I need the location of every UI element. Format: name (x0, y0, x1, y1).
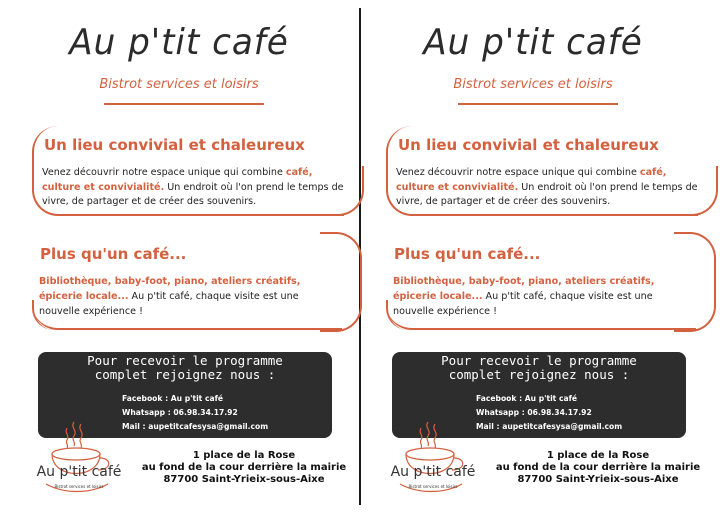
address (478, 450, 718, 486)
section1-text (42, 166, 347, 210)
address-line2: au fond de la cour derrière la mairie (141, 462, 347, 473)
whatsapp-contact: Whatsapp : 06.98.34.17.92 (122, 408, 238, 417)
address-line2: au fond de la cour derrière la mairie (495, 462, 701, 473)
cafe-logo (388, 420, 478, 500)
section1-highlight: café, culture et convivialité. (42, 167, 313, 193)
chalkboard-title-line1: Pour recevoir le programme (87, 353, 283, 368)
logo-name: Au p'tit café (390, 464, 476, 480)
section1-text-b: Un endroit où l'on prend le temps de vivre, de partager et de créer des souvenirs. (396, 181, 698, 207)
chalkboard-title-line2: complet rejoignez nous : (448, 367, 630, 382)
whatsapp-contact: Whatsapp : 06.98.34.17.92 (476, 408, 592, 417)
section1-heading: Un lieu convivial et chaleureux (44, 136, 305, 154)
logo-tagline: Bistrot services et loisirs (54, 484, 104, 489)
address-line1: 1 place de la Rose (192, 450, 296, 461)
chalkboard-title-line2: complet rejoignez nous : (94, 367, 276, 382)
subtitle-underline (104, 103, 264, 105)
address-line1: 1 place de la Rose (546, 450, 650, 461)
address-line3: 87700 Saint-Yrieix-sous-Aixe (517, 474, 679, 485)
flyer-title: Au p'tit café (69, 22, 289, 63)
subtitle-underline (458, 103, 618, 105)
section1-heading: Un lieu convivial et chaleureux (398, 136, 659, 154)
address (124, 450, 364, 486)
section2-heading: Plus qu'un café... (394, 245, 541, 263)
mail-contact: Mail : aupetitcafesysa@gmail.com (476, 422, 623, 431)
facebook-contact: Facebook : Au p'tit café (122, 394, 224, 403)
section1-text-a: Venez découvrir notre espace unique qui combine (396, 167, 640, 178)
flyer-subtitle: Bistrot services et loisirs (453, 77, 613, 92)
address-line3: 87700 Saint-Yrieix-sous-Aixe (163, 474, 325, 485)
section2-text (39, 274, 339, 319)
section2-heading: Plus qu'un café... (40, 245, 187, 263)
mail-contact: Mail : aupetitcafesysa@gmail.com (122, 422, 269, 431)
flyer-left (4, 0, 354, 513)
chalkboard-title-line1: Pour recevoir le programme (441, 353, 637, 368)
logo-name: Au p'tit café (36, 464, 122, 480)
flyer-subtitle: Bistrot services et loisirs (99, 77, 259, 92)
logo-tagline: Bistrot services et loisirs (408, 484, 458, 489)
section1-text-a: Venez découvrir notre espace unique qui combine (42, 167, 286, 178)
section1-text (396, 166, 701, 210)
section2-highlight: Bibliothèque, baby-foot, piano, ateliers créatifs, épicerie locale... (393, 276, 655, 302)
section2-text-b: Au p'tit café, chaque visite est une nouvelle expérience ! (393, 291, 653, 317)
chalkboard-title (38, 354, 332, 382)
flyer-title: Au p'tit café (423, 22, 643, 63)
section2-highlight: Bibliothèque, baby-foot, piano, ateliers créatifs, épicerie locale... (39, 276, 301, 302)
flyer-right (358, 0, 708, 513)
section2-text-b: Au p'tit café, chaque visite est une nouvelle expérience ! (39, 291, 299, 317)
chalkboard-title (392, 354, 686, 382)
facebook-contact: Facebook : Au p'tit café (476, 394, 578, 403)
section1-text-b: Un endroit où l'on prend le temps de vivre, de partager et de créer des souvenirs. (42, 181, 344, 207)
section2-text (393, 274, 693, 319)
cafe-logo (34, 420, 124, 500)
section1-highlight: café, culture et convivialité. (396, 167, 667, 193)
